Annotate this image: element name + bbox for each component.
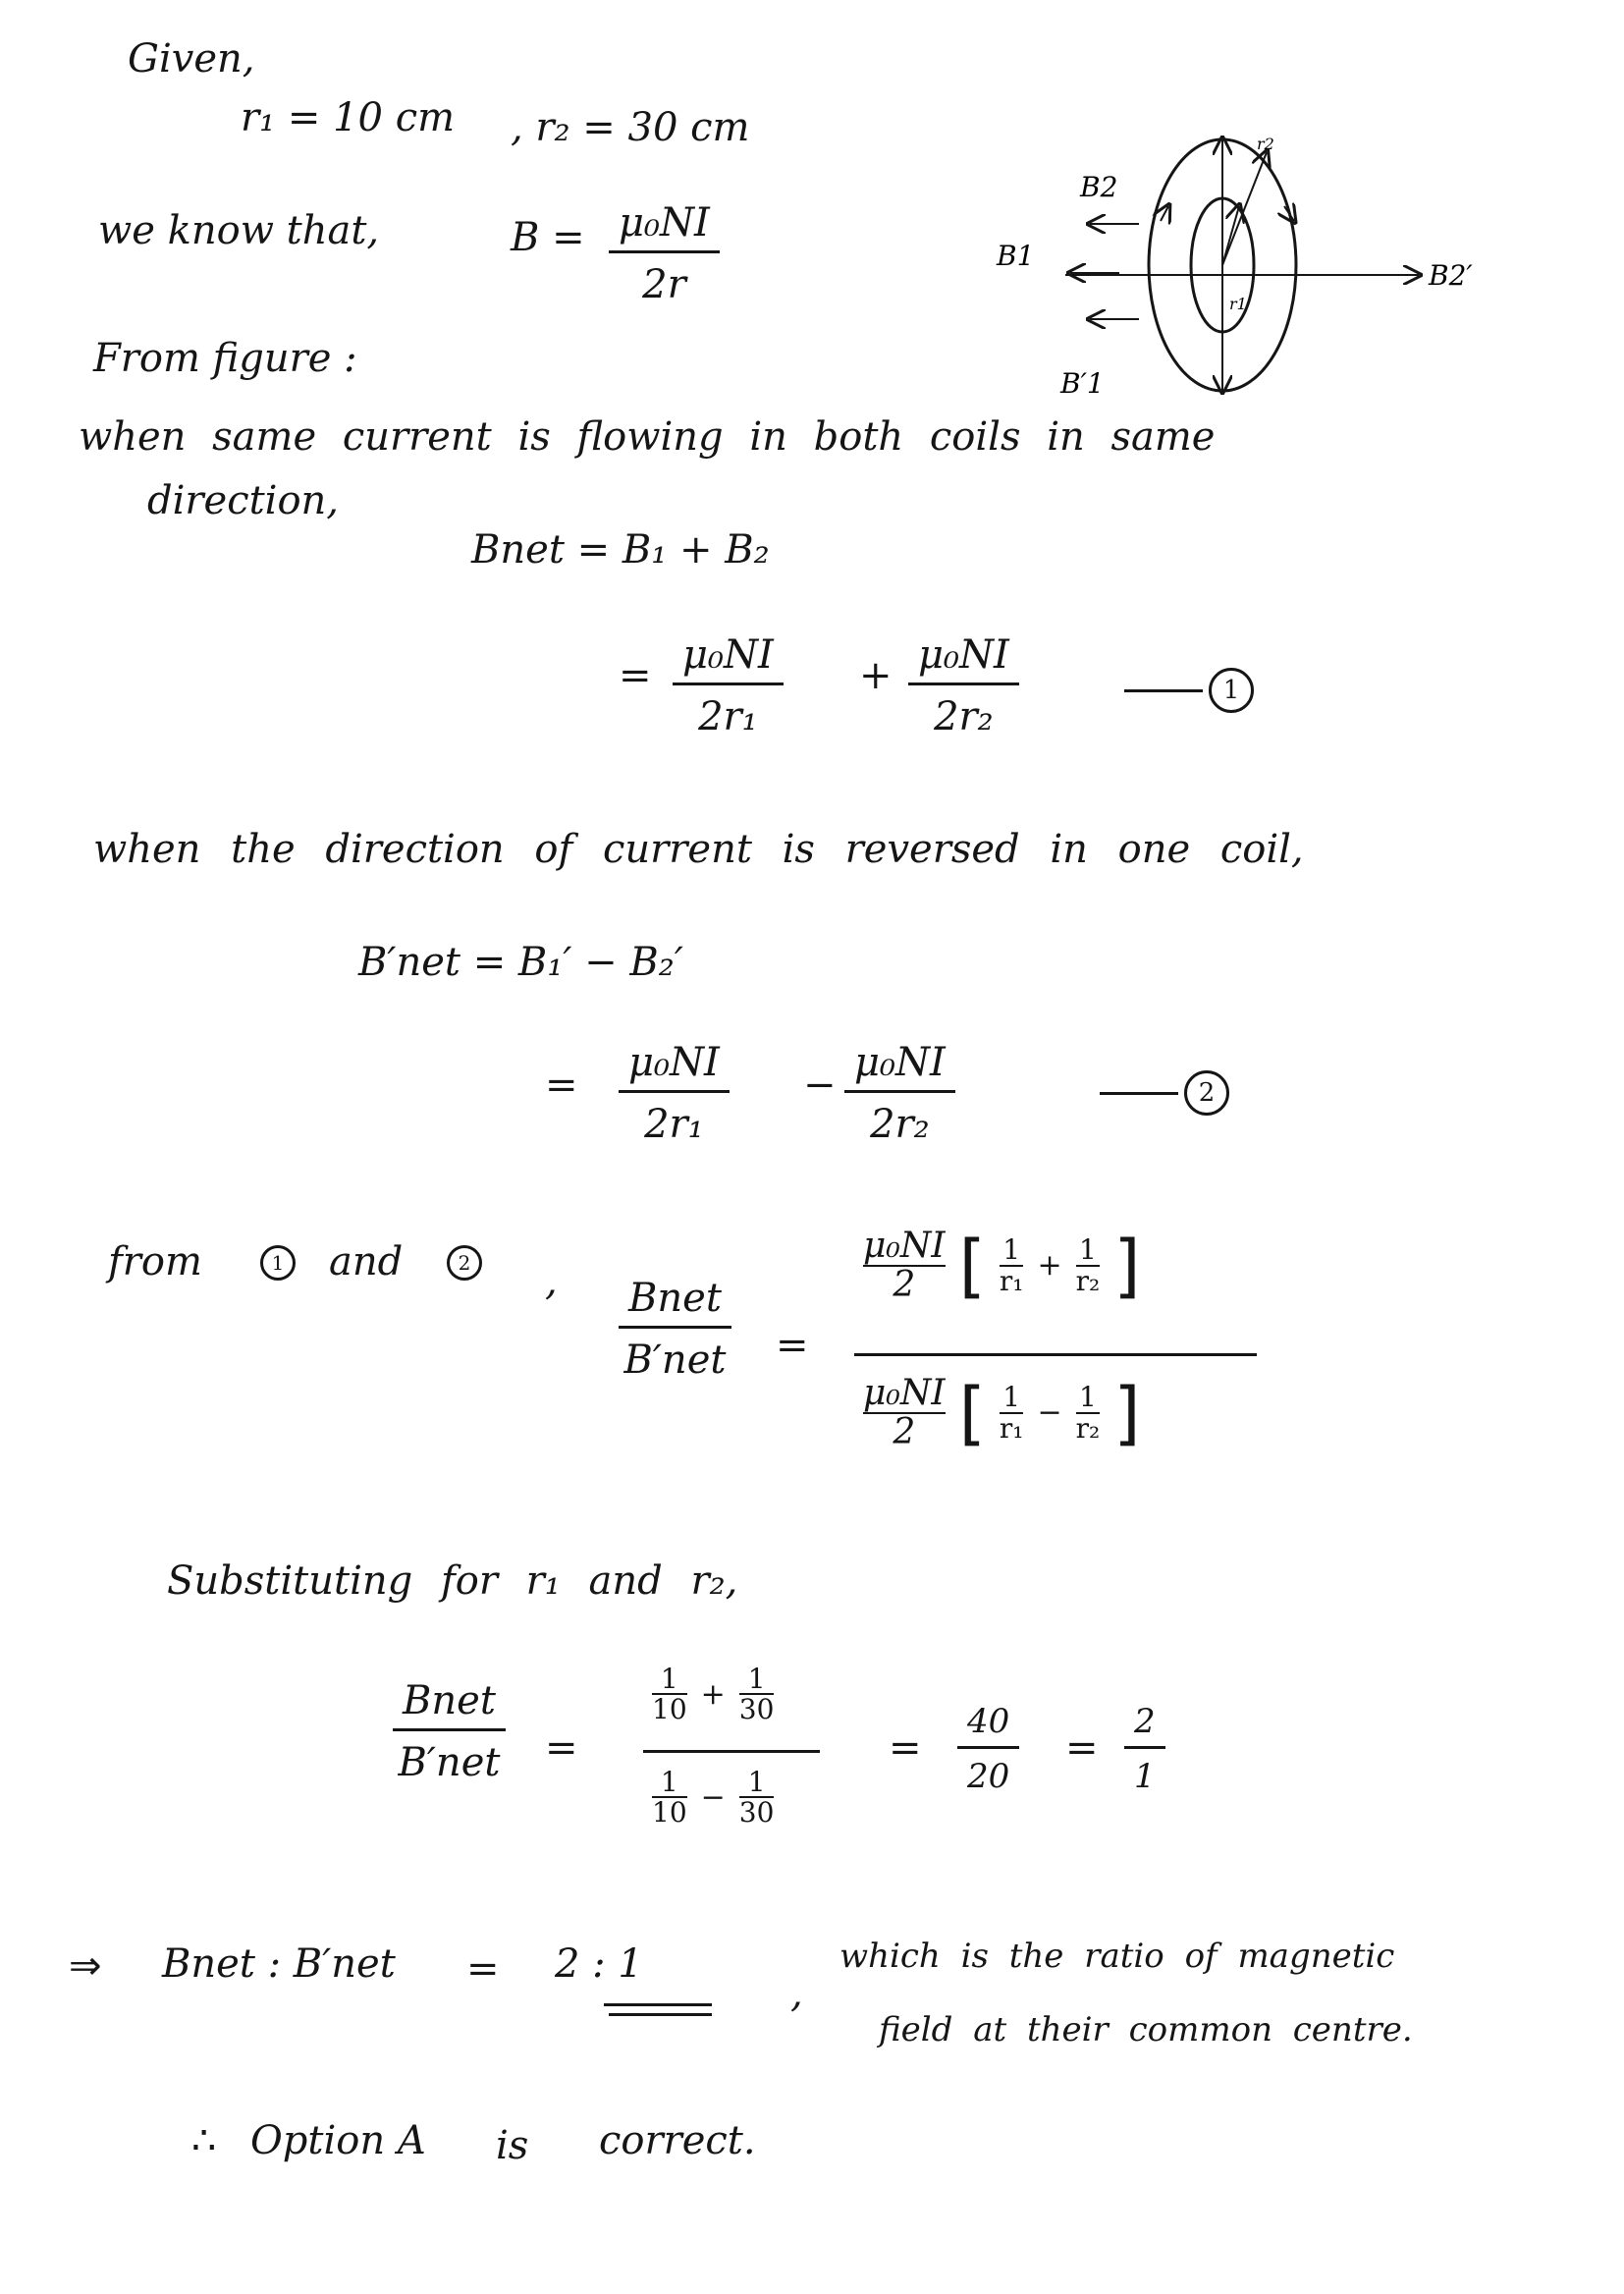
ratio-lhs-den: B′net xyxy=(623,1338,727,1383)
subst-num-f1 xyxy=(652,1665,687,1724)
subst-40: 40 xyxy=(967,1702,1010,1741)
ratio-rhs-den-f1-num: 1 xyxy=(1002,1381,1021,1414)
ratio-circle-2: 2 xyxy=(447,1245,482,1281)
case2-term1-den: 2r₁ xyxy=(644,1102,704,1147)
ratio-lhs-num: Bnet xyxy=(628,1276,722,1321)
subst-lhs xyxy=(393,1679,506,1784)
ratio-rhs-den-minus: − xyxy=(1037,1395,1062,1431)
ratio-rhs-num-coeff-den: 2 xyxy=(893,1264,916,1305)
case2-term1-num: μ₀NI xyxy=(628,1040,720,1085)
subst-2-1 xyxy=(1124,1704,1165,1796)
given-r1: r₁ = 10 cm xyxy=(241,95,456,140)
ratio-rhs-num-coeff-num: μ₀NI xyxy=(863,1226,946,1266)
case1-term2-den: 2r₂ xyxy=(934,694,994,739)
result-ratio-label: Bnet : B′net xyxy=(162,1941,396,1987)
equation-number-1-dash xyxy=(1124,689,1203,692)
ratio-rhs-num-f2-num: 1 xyxy=(1079,1233,1097,1267)
ratio-rhs-num-rbracket: ] xyxy=(1113,1225,1141,1306)
case2-line1: when the direction of current is reversed in one coil, xyxy=(93,827,1304,872)
subst-den-f2 xyxy=(739,1768,775,1828)
case1-line2: direction, xyxy=(147,478,340,523)
case2-eq-sign: = xyxy=(545,1063,578,1108)
subst-20: 20 xyxy=(967,1757,1010,1797)
ratio-comma: , xyxy=(545,1259,558,1304)
conclusion-correct: correct. xyxy=(599,2118,756,2163)
case1-line1: when same current is flowing in both coils in same xyxy=(79,414,1216,460)
ratio-rhs-num-f1-den: r₁ xyxy=(999,1264,1024,1297)
subst-rhs-den xyxy=(648,1768,778,1828)
subst-den-f1-den: 10 xyxy=(652,1796,687,1830)
ratio-and: and xyxy=(329,1239,404,1284)
conclusion-is: is xyxy=(496,2123,529,2168)
radius-r2 xyxy=(1222,152,1267,265)
ratio-rhs-numerator xyxy=(859,1225,1141,1306)
case1-eq-sign: = xyxy=(619,653,652,698)
label-r1: r1 xyxy=(1229,295,1247,313)
equation-number-2 xyxy=(1100,1070,1229,1116)
subst-den-f1 xyxy=(652,1768,687,1828)
equation-number-2-circle: 2 xyxy=(1184,1070,1229,1116)
ratio-rhs-num-f2 xyxy=(1076,1235,1101,1295)
subst-eq3: = xyxy=(1065,1725,1099,1771)
result-eq: = xyxy=(466,1946,500,1992)
result-underline-1 xyxy=(604,2003,712,2006)
case2-term2 xyxy=(844,1041,955,1146)
subst-num-f1-num: 1 xyxy=(660,1663,678,1695)
case1-bnet-eq: Bnet = B₁ + B₂ xyxy=(471,527,770,573)
case2-term2-num: μ₀NI xyxy=(854,1040,946,1085)
ratio-rhs-num-f1-num: 1 xyxy=(1002,1233,1021,1267)
ratio-rhs-den-coeff-den: 2 xyxy=(893,1411,916,1452)
formula-numerator: μ₀NI xyxy=(619,200,710,246)
formula-fraction xyxy=(609,201,720,306)
ratio-rhs-den-f2 xyxy=(1076,1383,1101,1443)
coil-figure xyxy=(972,128,1522,452)
from-figure: From figure : xyxy=(93,336,357,381)
conclusion-option: Option A xyxy=(250,2118,426,2163)
equation-number-1 xyxy=(1124,668,1254,713)
ratio-rhs-den-rbracket: ] xyxy=(1113,1372,1141,1453)
ratio-rhs-num-f2-den: r₂ xyxy=(1075,1264,1101,1297)
formula-lhs: B = xyxy=(511,215,585,260)
equation-number-1-circle: 1 xyxy=(1209,668,1254,713)
subst-40-20 xyxy=(957,1704,1019,1796)
ratio-circle-1: 1 xyxy=(260,1245,296,1281)
result-comma: , xyxy=(790,1971,803,2016)
ratio-rhs-main-bar xyxy=(854,1353,1257,1356)
ratio-rhs-num-coeff xyxy=(863,1228,946,1304)
subst-den-f2-num: 1 xyxy=(747,1766,766,1798)
ratio-rhs-num-lbracket: [ xyxy=(958,1225,986,1306)
subst-eq1: = xyxy=(545,1725,578,1771)
ratio-from: from xyxy=(108,1239,202,1284)
ratio-rhs-den-f2-num: 1 xyxy=(1079,1381,1097,1414)
ratio-rhs-den-coeff xyxy=(863,1375,946,1451)
subst-num-plus: + xyxy=(700,1676,726,1712)
equation-number-2-dash xyxy=(1100,1092,1178,1095)
label-b1: B1 xyxy=(997,240,1035,272)
ratio-rhs-num-f1 xyxy=(1000,1235,1024,1295)
ratio-rhs-num-plus: + xyxy=(1037,1248,1062,1284)
case2-term2-den: 2r₂ xyxy=(870,1102,930,1147)
ratio-rhs-den-f2-den: r₂ xyxy=(1075,1411,1101,1445)
result-value: 2 : 1 xyxy=(555,1941,643,1987)
case1-term1-den: 2r₁ xyxy=(698,694,758,739)
label-b2-prime: B2′ xyxy=(1429,259,1473,292)
subst-num-f2-den: 30 xyxy=(738,1693,775,1726)
ratio-rhs-den-coeff-num: μ₀NI xyxy=(863,1373,946,1413)
subst-num-f2-num: 1 xyxy=(747,1663,766,1695)
ratio-rhs-denominator xyxy=(859,1372,1141,1453)
formula-denominator: 2r xyxy=(642,262,686,307)
result-note-line1: which is the ratio of magnetic xyxy=(839,1937,1395,1976)
subst-lhs-num: Bnet xyxy=(403,1678,496,1723)
radius-r1 xyxy=(1222,206,1239,265)
subst-2: 2 xyxy=(1134,1702,1156,1741)
case2-bnet-eq: B′net = B₁′ − B₂′ xyxy=(358,940,683,985)
substitution-line: Substituting for r₁ and r₂, xyxy=(167,1558,738,1604)
ratio-rhs-den-f1 xyxy=(1000,1383,1024,1443)
given-heading: Given, xyxy=(128,36,255,82)
result-underline-2 xyxy=(609,2013,712,2016)
ratio-eq: = xyxy=(776,1323,809,1368)
ratio-rhs-den-f1-den: r₁ xyxy=(999,1411,1024,1445)
label-b2: B2 xyxy=(1080,171,1118,203)
case1-term1 xyxy=(673,633,784,738)
subst-den-f2-den: 30 xyxy=(738,1796,775,1830)
subst-den-minus: − xyxy=(700,1779,726,1815)
case1-term2-num: μ₀NI xyxy=(918,632,1009,678)
conclusion-therefore: ∴ xyxy=(191,2118,217,2163)
case2-minus: − xyxy=(803,1063,837,1108)
case1-plus: + xyxy=(859,653,893,698)
case1-term1-num: μ₀NI xyxy=(682,632,774,678)
subst-rhs-num xyxy=(648,1665,778,1724)
label-r2: r2 xyxy=(1257,135,1274,153)
subst-num-f1-den: 10 xyxy=(652,1693,687,1726)
result-note-line2: field at their common centre. xyxy=(879,2010,1413,2049)
case2-term1 xyxy=(619,1041,730,1146)
formula-intro: we know that, xyxy=(98,208,380,253)
subst-den-f1-num: 1 xyxy=(660,1766,678,1798)
subst-1: 1 xyxy=(1134,1757,1156,1797)
label-b1-prime: B′1 xyxy=(1060,367,1105,400)
ratio-rhs-den-lbracket: [ xyxy=(958,1372,986,1453)
subst-num-f2 xyxy=(739,1665,775,1724)
subst-lhs-den: B′net xyxy=(398,1740,501,1785)
subst-eq2: = xyxy=(889,1725,922,1771)
case1-term2 xyxy=(908,633,1019,738)
result-arrow: ⇒ xyxy=(69,1943,102,1989)
subst-main-bar xyxy=(643,1750,820,1753)
current-arrow-left xyxy=(1161,206,1168,221)
ratio-lhs xyxy=(619,1277,731,1382)
given-r2: , r₂ = 30 cm xyxy=(511,105,750,150)
